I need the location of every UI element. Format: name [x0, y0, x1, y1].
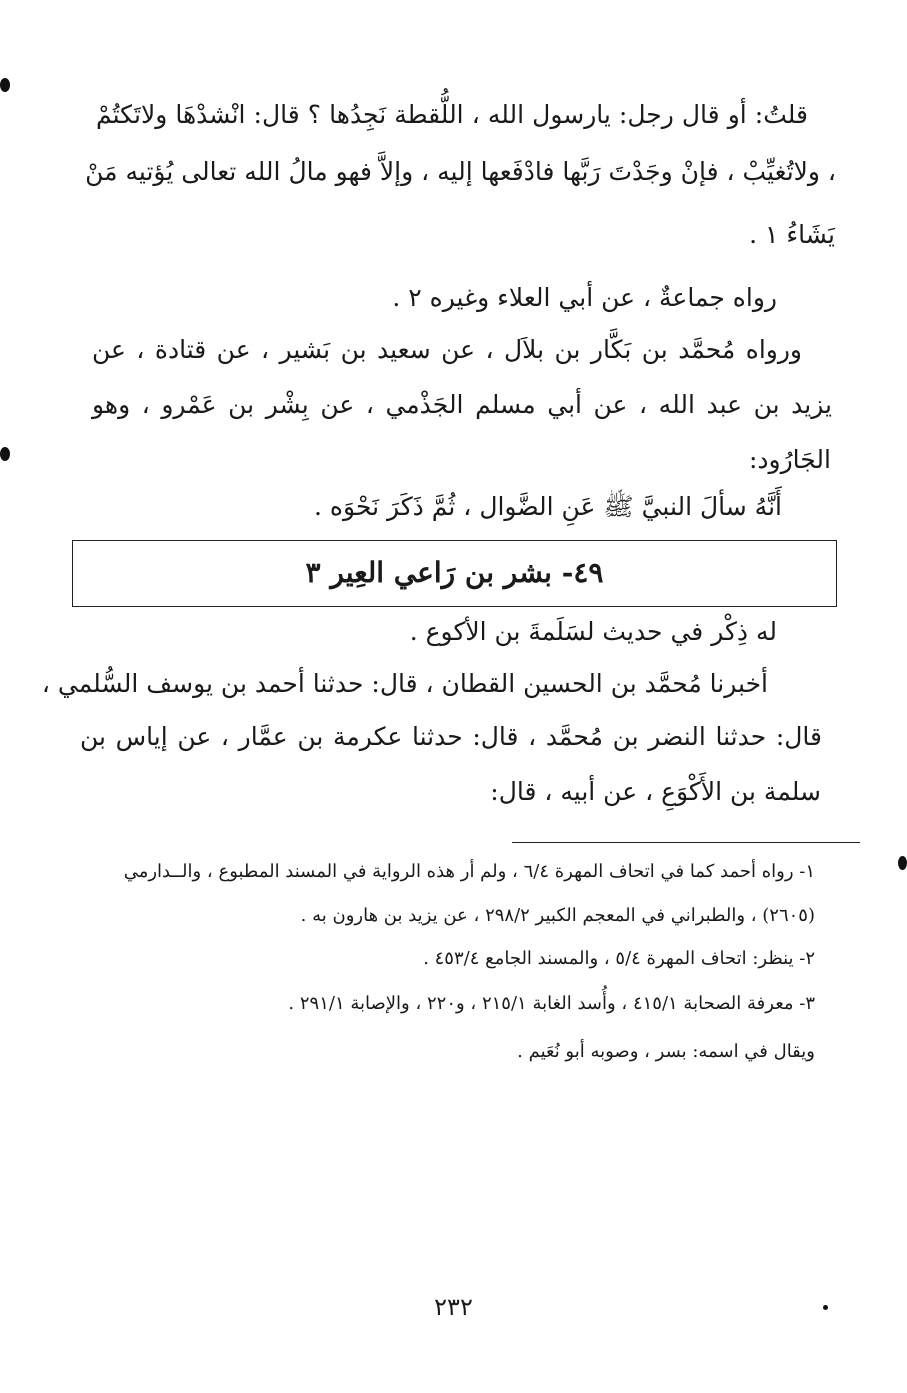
scan-mark-top: [0, 78, 10, 92]
body-line-11: قال: حدثنا النضر بن مُحمَّد ، قال: حدثنا عكرمة بن عمَّار ، عن إياس بن: [80, 722, 822, 751]
body-line-4: رواه جماعةٌ ، عن أبي العلاء وغيره ٢ .: [392, 283, 777, 312]
body-line-5: ورواه مُحمَّد بن بَكَّار بن بلاَل ، عن سعيد بن بَشير ، عن قتادة ، عن: [92, 335, 802, 364]
body-line-7: الجَارُود:: [748, 445, 831, 474]
section-heading-box: [72, 540, 837, 607]
footnote-3-line-1: ٣- معرفة الصحابة ٤١٥/١ ، وأُسد الغابة ٢١٥/١ ، و٢٢٠ ، والإصابة ٢٩١/١ .: [288, 993, 815, 1014]
body-line-12: سلمة بن الأَكْوَعِ ، عن أبيه ، قال:: [490, 777, 821, 806]
page-number: ٢٣٢: [434, 1293, 473, 1321]
section-heading: ٤٩- بشر بن رَاعي العِير ٣: [305, 556, 604, 589]
scan-mark-lower: [898, 856, 907, 870]
body-line-8: أَنَّهُ سألَ النبيَّ ﷺ عَنِ الضَّوال ، ثُمَّ ذَكَرَ نَحْوَه .: [314, 492, 782, 521]
body-line-10: أخبرنا مُحمَّد بن الحسين القطان ، قال: حدثنا أحمد بن يوسف السُّلمي ،: [41, 669, 768, 698]
body-line-2: ، ولاتُغيِّبْ ، فإنْ وجَدْتَ رَبَّها فادْفَعها إليه ، وإلاَّ فهو مالُ الله تعالى يُؤتيه مَنْ: [85, 157, 836, 186]
footnote-separator: [512, 842, 860, 843]
body-line-6: يزيد بن عبد الله ، عن أبي مسلم الجَذْمي ، عن بِشْر بن عَمْرو ، وهو: [92, 390, 832, 419]
footnote-1-line-1: ١- رواه أحمد كما في اتحاف المهرة ٦/٤ ، ولم أر هذه الرواية في المسند المطبوع ، والــدارمي: [123, 861, 815, 882]
footnote-2: ٢- ينظر: اتحاف المهرة ٥/٤ ، والمسند الجامع ٤٥٣/٤ .: [423, 948, 815, 969]
footnote-3-line-2: ويقال في اسمه: بسر ، وصوبه أبو نُعَيم .: [517, 1041, 815, 1062]
footnote-1-line-2: (٢٦٠٥) ، والطبراني في المعجم الكبير ٢٩٨/٢ ، عن يزيد بن هارون به .: [300, 905, 815, 926]
body-line-3: يَشَاءُ ١ .: [749, 220, 835, 249]
body-line-1: قلتُ: أو قال رجل: يارسول الله ، اللُّقطة نَجِدُها ؟ قال: انْشدْهَا ولاتَكتُمْ: [96, 100, 808, 129]
scan-mark-middle: [0, 447, 10, 461]
body-line-9: له ذِكْر في حديث لسَلَمةَ بن الأكوع .: [409, 617, 777, 646]
